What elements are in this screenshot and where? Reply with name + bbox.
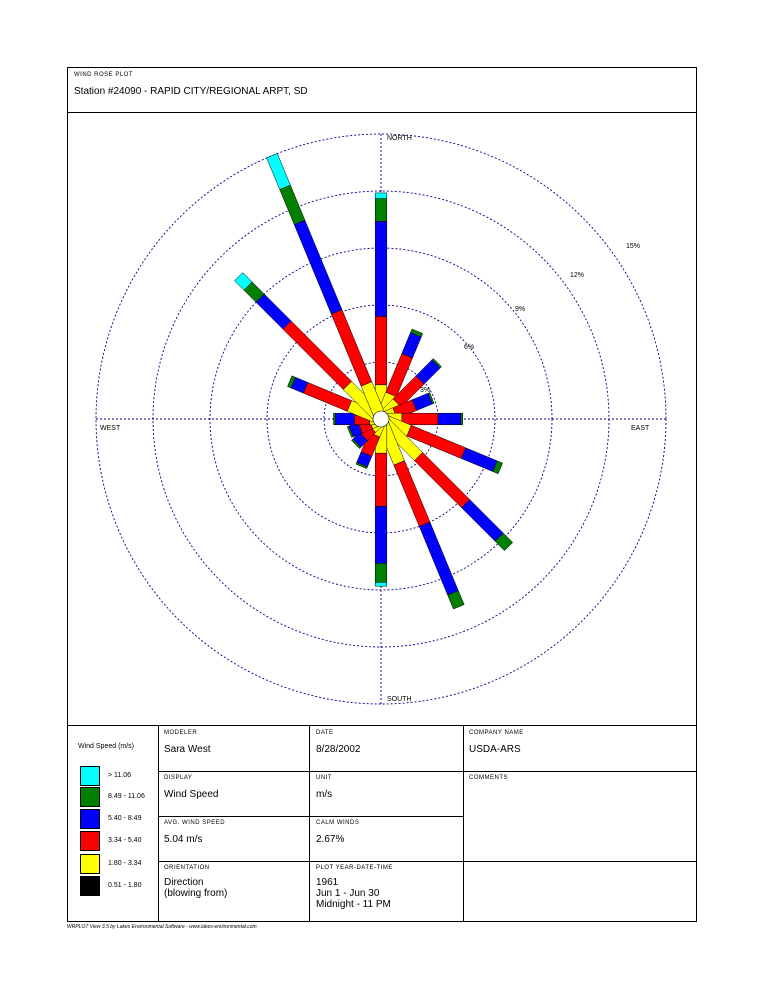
display-label: DISPLAY — [164, 775, 193, 781]
ring-label-6: 6% — [464, 344, 475, 351]
petal-270-bin-4 — [334, 413, 336, 425]
legend-swatch-1-3 — [80, 854, 100, 874]
header-label: WIND ROSE PLOT — [74, 72, 134, 78]
avg-wind-speed-label: AVG. WIND SPEED — [164, 820, 226, 826]
petal-135-bin-2 — [415, 453, 470, 508]
legend-label-0-1: 0.51 - 1.80 — [108, 882, 142, 889]
petal-112.5-bin-3 — [461, 448, 497, 472]
info-panel — [68, 725, 696, 922]
petal-0-bin-5 — [375, 193, 387, 199]
petal-337.5-bin-4 — [280, 185, 305, 225]
calm-winds-value: 2.67% — [316, 834, 345, 845]
calm-winds-label: CALM WINDS — [316, 820, 360, 826]
calm-center-circle — [373, 411, 389, 427]
plot-time-line3: Midnight - 11 PM — [316, 899, 391, 910]
report-header — [68, 68, 696, 113]
unit-label: UNIT — [316, 775, 332, 781]
petal-90-bin-4 — [461, 413, 463, 425]
legend-label-1-3: 1.80 - 3.34 — [108, 860, 142, 867]
plot-time-label: PLOT YEAR-DATE-TIME — [316, 865, 393, 871]
legend-swatch-8-11 — [80, 787, 100, 807]
wind-rose-plot-area — [68, 113, 696, 725]
legend-label-gt-11: > 11.06 — [108, 772, 132, 779]
company-label: COMPANY NAME — [469, 730, 524, 736]
direction-label-west: WEST — [100, 425, 121, 432]
legend-label-3-5: 3.34 - 5.40 — [108, 837, 142, 844]
direction-label-north: NORTH — [387, 135, 412, 142]
petal-135 — [377, 415, 513, 551]
legend-title: Wind Speed (m/s) — [78, 743, 135, 750]
legend-swatch-gt-11 — [80, 766, 100, 786]
petal-337.5 — [267, 154, 387, 422]
legend-swatch-0-1 — [80, 876, 100, 896]
report-frame — [67, 67, 697, 922]
petal-315 — [235, 273, 386, 424]
avg-wind-speed-value: 5.04 m/s — [164, 834, 203, 845]
ring-label-9: 9% — [515, 306, 526, 313]
comments-label: COMMENTS — [469, 775, 508, 781]
plot-time-line1: 1961 — [316, 877, 339, 888]
date-value: 8/28/2002 — [316, 744, 361, 755]
orientation-line2: (blowing from) — [164, 888, 228, 899]
petal-90-bin-3 — [438, 413, 461, 425]
petal-0-bin-4 — [375, 199, 387, 222]
petal-270-bin-3 — [335, 413, 354, 425]
plot-time-line2: Jun 1 - Jun 30 — [316, 888, 380, 899]
petal-180-bin-4 — [375, 563, 387, 582]
company-value: USDA-ARS — [469, 744, 521, 755]
petal-337.5-bin-5 — [267, 154, 291, 190]
ring-label-15: 15% — [626, 243, 641, 250]
petal-0-bin-3 — [375, 221, 387, 316]
petal-90-bin-2 — [402, 413, 438, 425]
legend-swatch-5-8 — [80, 809, 100, 829]
unit-value: m/s — [316, 789, 333, 800]
display-value: Wind Speed — [164, 789, 219, 800]
station-title: Station #24090 - RAPID CITY/REGIONAL ARPT, SD — [74, 86, 308, 97]
direction-label-south: SOUTH — [387, 696, 412, 703]
petal-0-bin-2 — [375, 316, 387, 384]
petal-0 — [375, 193, 387, 419]
petal-157.5-bin-3 — [419, 522, 458, 595]
wind-rose-chart — [68, 113, 696, 725]
petal-135-bin-3 — [462, 500, 504, 542]
legend-label-5-8: 5.40 - 8.49 — [108, 815, 142, 822]
legend-swatch-3-5 — [80, 831, 100, 851]
ring-label-12: 12% — [570, 272, 585, 279]
orientation-label: ORIENTATION — [164, 865, 210, 871]
legend-label-8-11: 8.49 - 11.06 — [108, 793, 145, 800]
orientation-line1: Direction — [164, 877, 204, 888]
ring-label-3: 3% — [420, 387, 431, 394]
modeler-value: Sara West — [164, 744, 211, 755]
date-label: DATE — [316, 730, 334, 736]
petal-315-bin-3 — [256, 294, 291, 329]
petal-337.5-bin-3 — [294, 220, 342, 314]
direction-label-east: EAST — [631, 425, 650, 432]
petal-22.5-bin-3 — [402, 333, 422, 359]
software-footer: WRPLOT View 3.5 by Lakes Environmental Software - www.lakes-environmental.com — [67, 924, 257, 930]
petal-180-bin-2 — [375, 453, 387, 506]
petal-180-bin-5 — [375, 582, 387, 586]
modeler-label: MODELER — [164, 730, 198, 736]
petal-180-bin-3 — [375, 506, 387, 563]
